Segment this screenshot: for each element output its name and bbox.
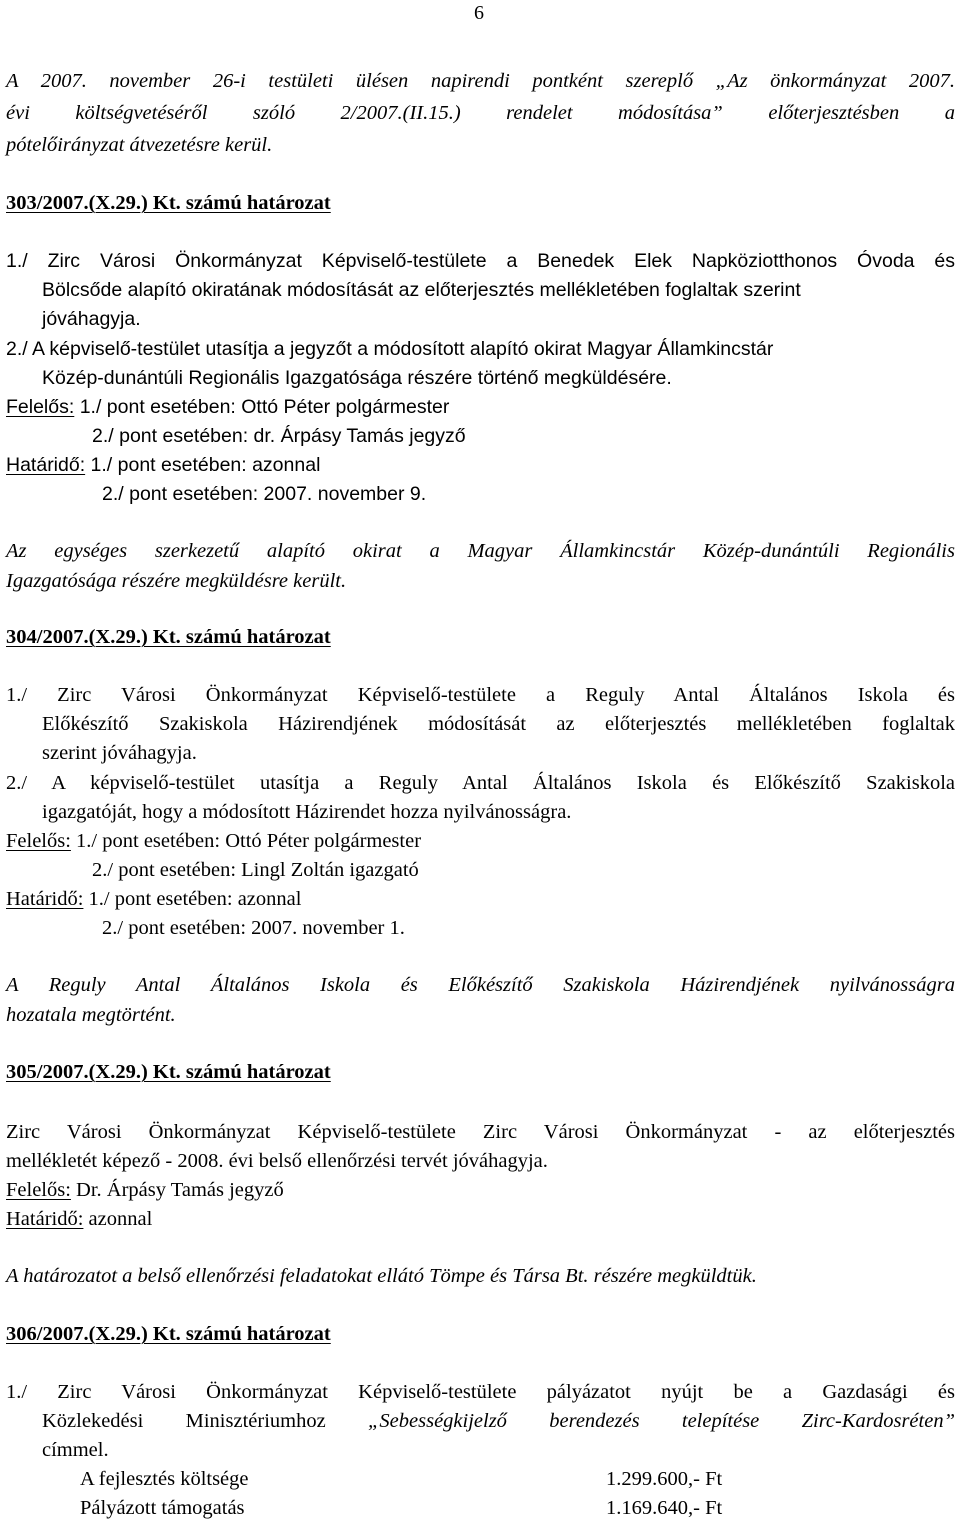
intro-line-3: pótelőirányzat átvezetésre kerül. [6,134,273,156]
r303-felelos-row [6,396,449,419]
intro-line-2: évi költségvetéséről szóló 2/2007.(II.15.) rendelet módosítása” előterjesztésben a [6,102,955,124]
r305-felelos-row [6,1179,284,1202]
hatarido-label: Határidő: [6,1208,84,1230]
felelos-label: Felelős: [6,1179,71,1201]
r304-p1-line-1: 1./ Zirc Városi Önkormányzat Képviselő-testülete a Reguly Antal Általános Iskola és [6,684,955,706]
r304-p1-line-2: Előkészítő Szakiskola Házirendjének módosítását az előterjesztés mellékletében foglaltak [42,713,955,735]
r303-note-line-2: Igazgatósága részére megküldésre került. [6,570,347,592]
r306-p1-line-3: címmel. [42,1439,109,1461]
grant-value: 1.169.640,- Ft [606,1497,723,1519]
felelos-1: 1./ pont esetében: Ottó Péter polgármester [79,396,450,418]
r303-note-line-1: Az egységes szerkezetű alapító okirat a Magyar Államkincstár Közép-dunántúli Regionális [6,540,955,562]
r304-note-line-1: A Reguly Antal Általános Iskola és Előkészítő Szakiskola Házirendjének nyilvánosságra [6,974,955,996]
r304-note-line-2: hozatala megtörtént. [6,1004,176,1026]
hatarido-1: 1./ pont esetében: azonnal [90,454,321,476]
r305-note: A határozatot a belső ellenőrzési feladatokat ellátó Tömpe és Társa Bt. részére megküldtük. [6,1265,757,1287]
intro-line-1: A 2007. november 26-i testületi ülésen napirendi pontként szereplő „Az önkormányzat 2007. [6,70,955,92]
r304-felelos-2: 2./ pont esetében: Lingl Zoltán igazgató [92,859,419,881]
r304-p2-line-2: igazgatóját, hogy a módosított Házirendet hozza nyilvánosságra. [42,801,572,823]
hatarido-value: azonnal [88,1208,153,1230]
r305-p-line-1: Zirc Városi Önkormányzat Képviselő-testülete Zirc Városi Önkormányzat - az előterjesztés [6,1121,955,1143]
r303-p2-line-1: 2./ A képviselő-testület utasítja a jegyzőt a módosított alapító okirat Magyar Államkincstár [6,338,774,360]
resolution-305-heading: 305/2007.(X.29.) Kt. számú határozat [6,1061,331,1083]
r306-p1-line-2 [42,1410,955,1433]
resolution-304-heading: 304/2007.(X.29.) Kt. számú határozat [6,626,331,648]
r303-felelos-2: 2./ pont esetében: dr. Árpásy Tamás jegyző [92,425,466,447]
felelos-value: Dr. Árpásy Tamás jegyző [76,1179,284,1201]
cost-value: 1.299.600,- Ft [606,1468,723,1490]
r304-felelos-row [6,830,421,853]
r304-p1-line-3: szerint jóváhagyja. [42,742,197,764]
r304-hatarido-row [6,888,301,911]
grant-label: Pályázott támogatás [80,1497,245,1519]
r304-hatarido-2: 2./ pont esetében: 2007. november 1. [102,917,405,939]
page-number: 6 [474,2,484,24]
felelos-1: 1./ pont esetében: Ottó Péter polgármester [76,830,422,852]
r303-p2-line-2: Közép-dunántúli Regionális Igazgatósága részére történő megküldésére. [42,367,672,389]
resolution-306-heading: 306/2007.(X.29.) Kt. számú határozat [6,1323,331,1345]
hatarido-label: Határidő: [6,888,84,910]
r303-p1-line-2: Bölcsőde alapító okiratának módosítását az előterjesztés mellékletében foglaltak szerint [42,279,801,301]
r306-project-title: „Sebességkijelző berendezés telepítése Zirc-Kardosréten” [368,1410,955,1432]
r306-p1-line-2-prefix: Közlekedési Minisztériumhoz [42,1410,369,1432]
r305-hatarido-row [6,1208,152,1231]
r303-hatarido-2: 2./ pont esetében: 2007. november 9. [102,483,427,505]
resolution-303-heading: 303/2007.(X.29.) Kt. számú határozat [6,192,331,214]
felelos-label: Felelős: [6,830,71,852]
r306-p1-line-1: 1./ Zirc Városi Önkormányzat Képviselő-testülete pályázatot nyújt be a Gazdasági és [6,1381,955,1403]
r303-p1-line-3: jóváhagyja. [42,308,141,330]
hatarido-label: Határidő: [6,454,86,476]
r303-p1-line-1: 1./ Zirc Városi Önkormányzat Képviselő-testülete a Benedek Elek Napköziotthonos Óvoda és [6,250,955,272]
cost-label: A fejlesztés költsége [80,1468,249,1490]
felelos-label: Felelős: [6,396,75,418]
hatarido-1: 1./ pont esetében: azonnal [88,888,302,910]
r304-p2-line-1: 2./ A képviselő-testület utasítja a Reguly Antal Általános Iskola és Előkészítő Szakiskola [6,772,955,794]
r303-hatarido-row [6,454,320,477]
r305-p-line-2: mellékletét képező - 2008. évi belső ellenőrzési tervét jóváhagyja. [6,1150,548,1172]
